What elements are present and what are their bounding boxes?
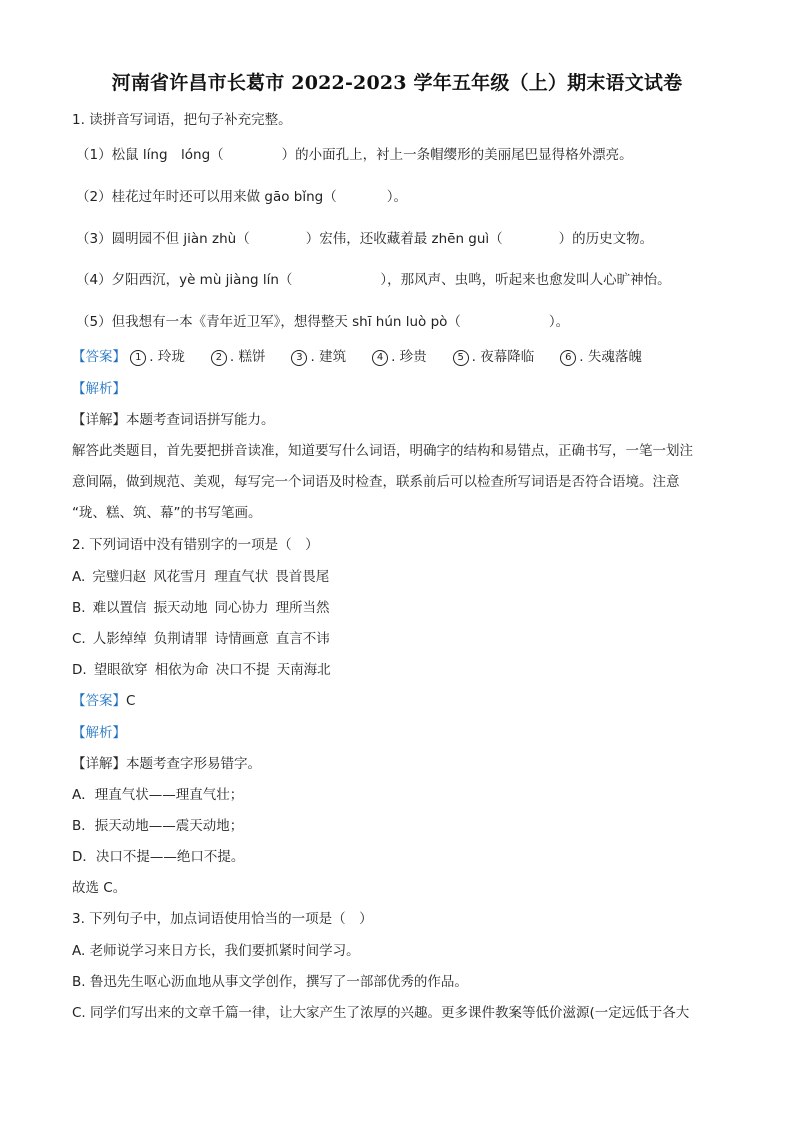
analysis-tag: 【解析】: [72, 725, 126, 741]
q2-option-c: C. 人影绰绰 负荆请罪 诗情画意 直言不讳: [72, 631, 330, 647]
q2-answer: 【答案】C: [72, 693, 136, 709]
q1-explain-line: “珑、糕、筑、幕”的书写笔画。: [72, 505, 262, 521]
answer-item: 5 . 夜幕降临: [453, 348, 535, 366]
page-title: 河南省许昌市长葛市 2022-2023 学年五年级（上）期末语文试卷: [111, 72, 683, 94]
q2-conclusion: 故选 C。: [72, 880, 127, 896]
q1-explain-line: 意间隔，做到规范、美观，每写完一个词语及时检查，联系前后可以检查所写词语是否符合语境。注意: [72, 474, 680, 490]
q1-item-3: （3）圆明园不但 jiàn zhù（ ）宏伟，还收藏着最 zhēn guì（ ）的历史文物。: [76, 231, 654, 247]
q3-option-a: A. 老师说学习来日方长，我们要抓紧时间学习。: [72, 943, 360, 959]
q1-answer: [72, 348, 668, 366]
q1-detail: 【详解】本题考查词语拼写能力。: [72, 412, 275, 428]
q2-stem: 2. 下列词语中没有错别字的一项是（ ）: [72, 537, 319, 553]
q1-item-5: （5）但我想有一本《青年近卫军》，想得整天 shī hún luò pò（ ）。: [76, 314, 570, 330]
answer-item: 1 . 玲珑: [130, 348, 185, 366]
q2-detail: 【详解】本题考查字形易错字。: [72, 756, 261, 772]
q2-option-b: B. 难以置信 振天动地 同心协力 理所当然: [72, 600, 330, 616]
q1-item-2: （2）桂花过年时还可以用来做 gāo bǐng（ ）。: [76, 189, 407, 205]
q2-option-d: D. 望眼欲穿 相依为命 决口不提 天南海北: [72, 662, 331, 678]
q2-option-a: A. 完璧归赵 风花雪月 理直气状 畏首畏尾: [72, 569, 330, 585]
q2-note: B．振天动地——震天动地；: [72, 818, 244, 834]
answer-item: 2 . 糕饼: [211, 348, 266, 366]
q1-stem: 1. 读拼音写词语，把句子补充完整。: [72, 112, 292, 128]
q2-note: D．决口不提——绝口不提。: [72, 849, 245, 865]
q2-note: A．理直气状——理直气壮；: [72, 787, 244, 803]
answer-item: 3 . 建筑: [291, 348, 346, 366]
q1-item-1: （1）松鼠 líng lóng（ ）的小面孔上，衬上一条帽缨形的美丽尾巴显得格外漂亮。: [76, 147, 633, 163]
q3-option-b: B. 鲁迅先生呕心沥血地从事文学创作，撰写了一部部优秀的作品。: [72, 974, 468, 990]
q1-explain-line: 解答此类题目，首先要把拼音读准，知道要写什么词语，明确字的结构和易错点，正确书写，一笔一划注: [72, 443, 693, 459]
answer-item: 4 . 珍贵: [372, 348, 427, 366]
answer-tag: 【答案】: [72, 693, 126, 709]
analysis-tag: 【解析】: [72, 381, 126, 397]
q3-option-c: C. 同学们写出来的文章千篇一律，让大家产生了浓厚的兴趣。更多课件教案等低价滋源(一定远低于各大: [72, 1005, 690, 1021]
answer-item: 6 . 失魂落魄: [560, 348, 642, 366]
q1-item-4: （4）夕阳西沉，yè mù jiàng lín（ ），那风声、虫鸣，听起来也愈发叫人心旷神怡。: [76, 272, 671, 288]
q3-stem: 3. 下列句子中，加点词语使用恰当的一项是（ ）: [72, 911, 373, 927]
answer-tag: 【答案】: [72, 349, 126, 365]
